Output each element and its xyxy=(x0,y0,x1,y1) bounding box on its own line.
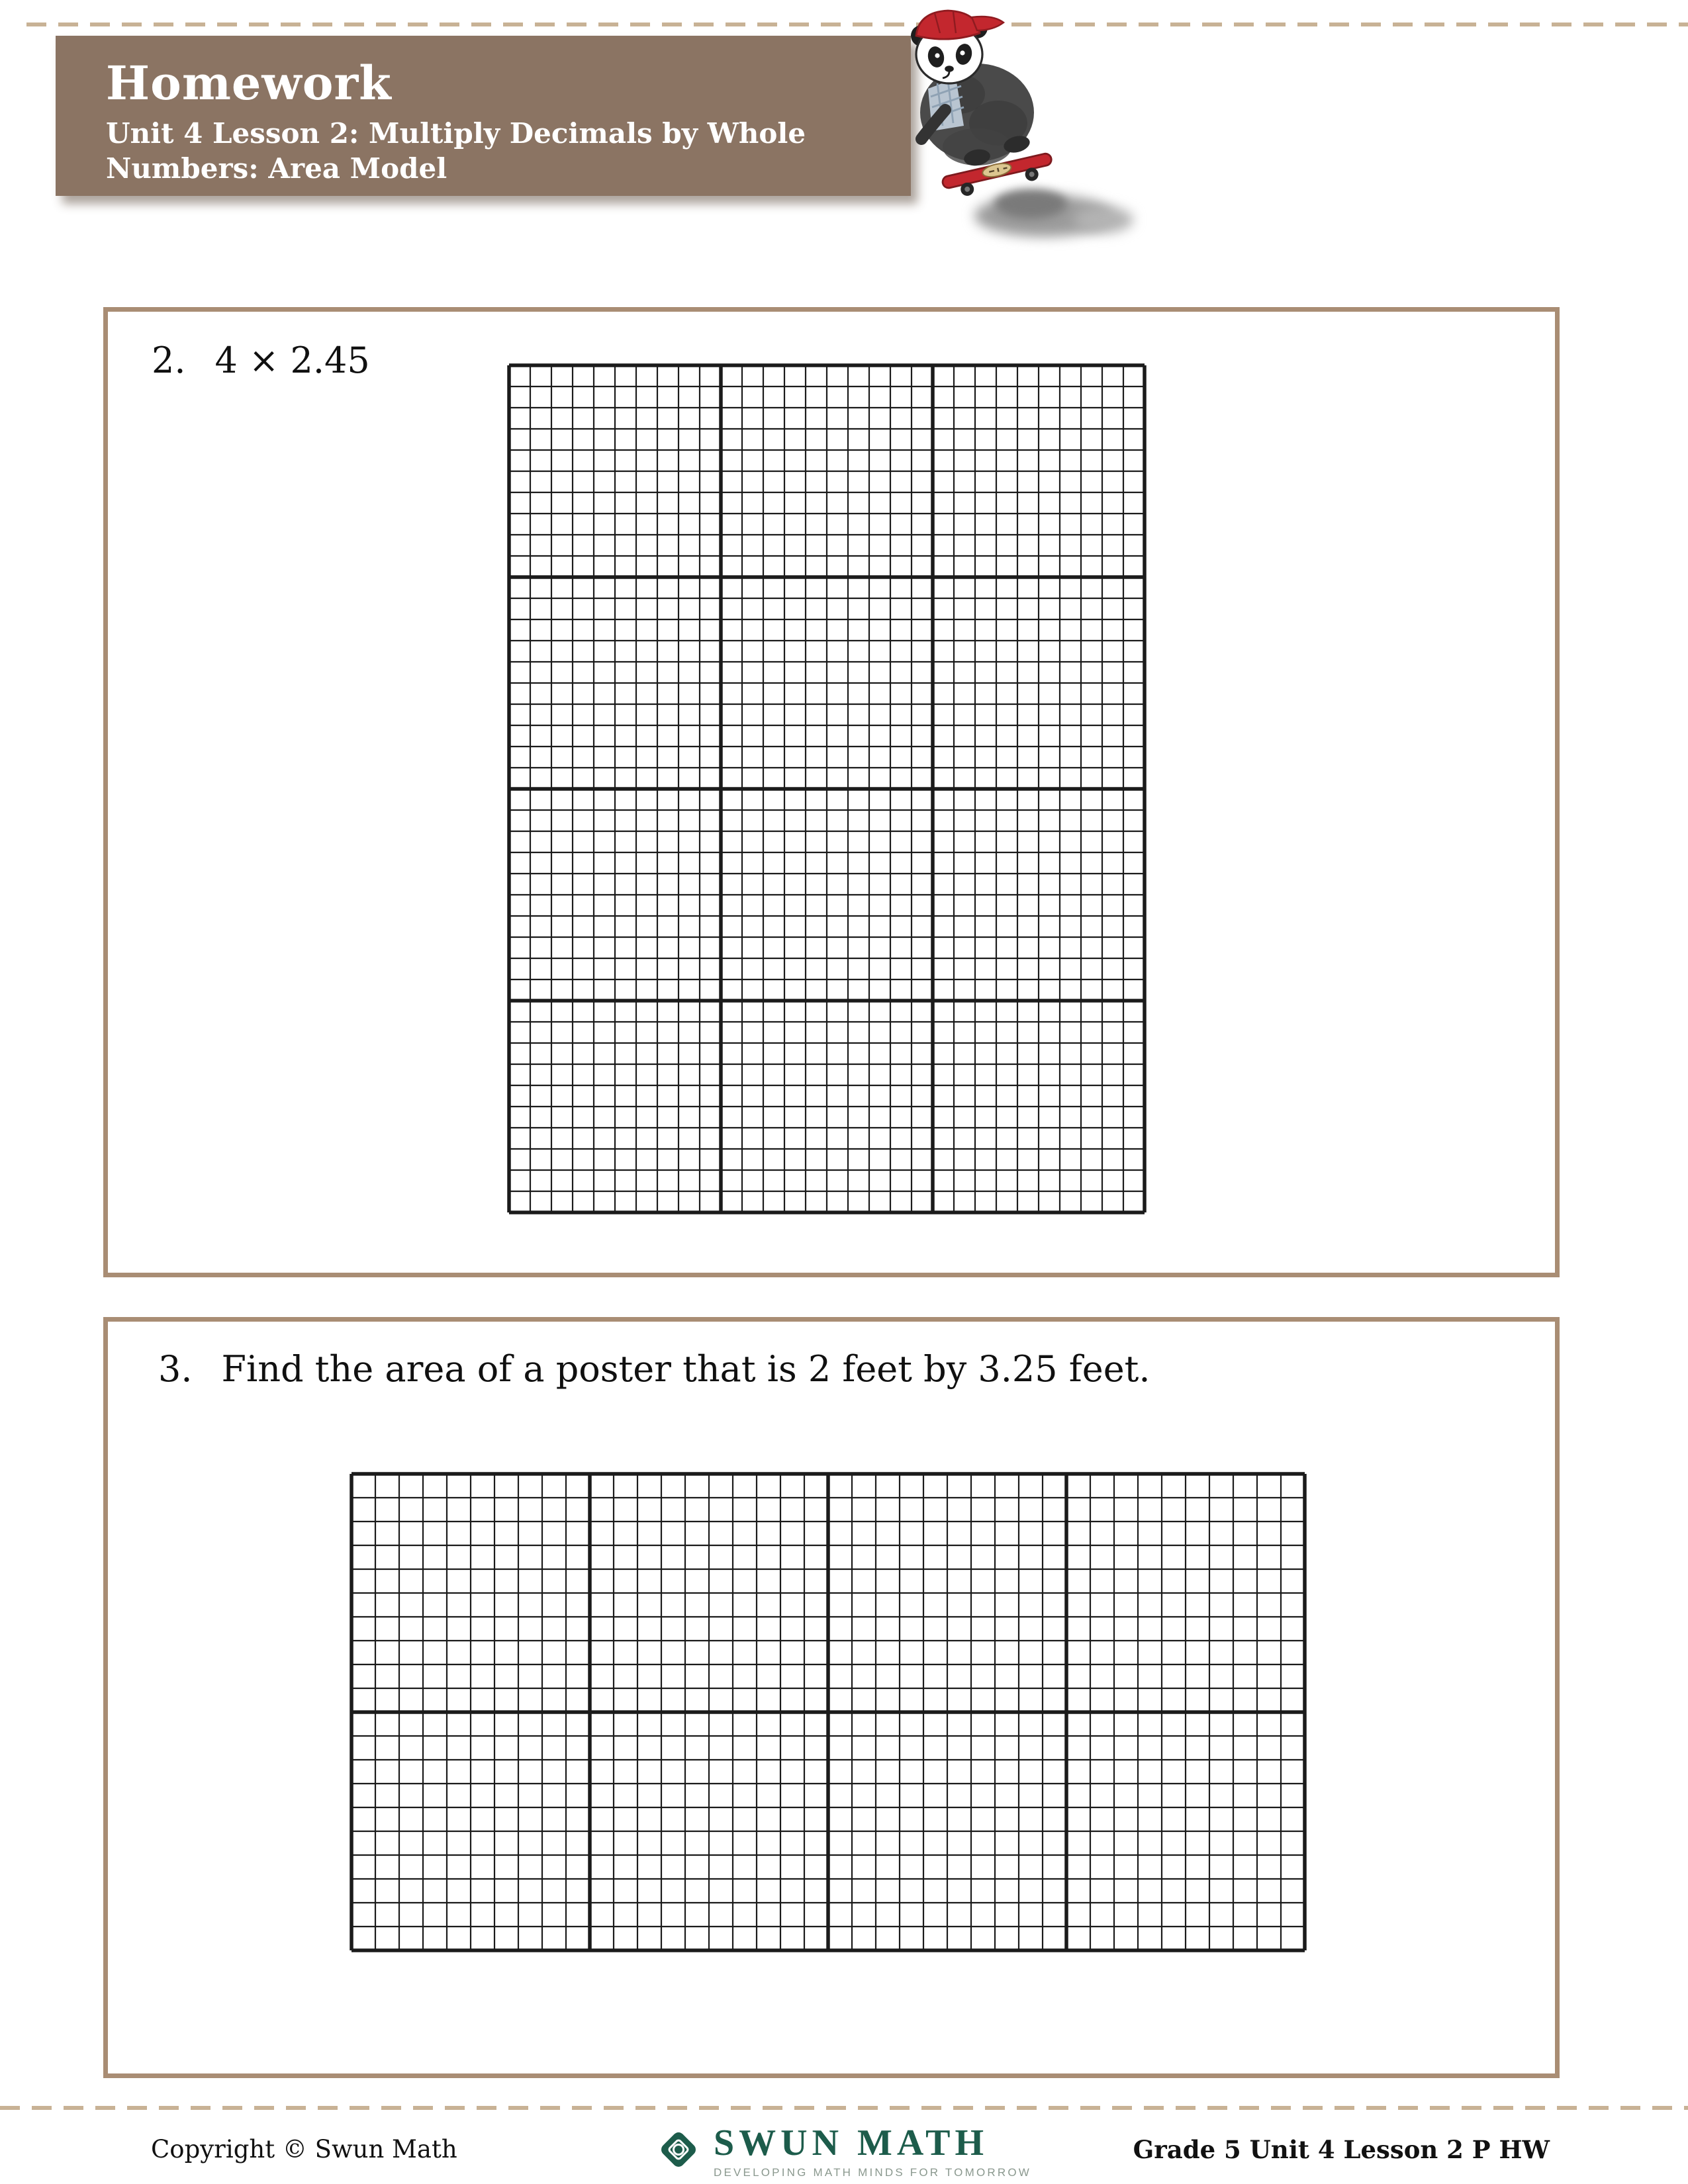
problem-2-box xyxy=(103,307,1560,1277)
logo-tagline: DEVELOPING MATH MINDS FOR TOMORROW xyxy=(714,2166,1031,2179)
problem-2-statement xyxy=(152,340,370,381)
page-footer xyxy=(0,2116,1688,2184)
logo-text-block xyxy=(714,2122,1031,2179)
problem-3-statement xyxy=(158,1348,1150,1390)
problem-3-text: Find the area of a poster that is 2 feet by 3.25 feet. xyxy=(221,1348,1150,1390)
problem-3-area-model-grid xyxy=(349,1471,1307,1953)
problem-3-number: 3. xyxy=(158,1348,193,1390)
swun-math-logo xyxy=(657,2122,1031,2179)
page-reference: Grade 5 Unit 4 Lesson 2 P HW xyxy=(1133,2135,1550,2164)
lesson-subtitle xyxy=(106,116,911,186)
problem-3-box xyxy=(103,1317,1560,2078)
copyright-text: Copyright © Swun Math xyxy=(151,2135,457,2163)
header-banner xyxy=(56,36,911,196)
bottom-dashed-divider xyxy=(0,2106,1688,2110)
page-title: Homework xyxy=(106,56,392,111)
lesson-subtitle-line1: Unit 4 Lesson 2: Multiply Decimals by Whole xyxy=(106,117,806,150)
panda-skateboard-mascot xyxy=(855,1,1074,203)
problem-2-area-model-grid xyxy=(506,363,1147,1215)
problem-2-number: 2. xyxy=(152,340,186,381)
logo-wordmark: SWUN MATH xyxy=(714,2122,989,2163)
lesson-subtitle-line2: Numbers: Area Model xyxy=(106,152,447,185)
swun-math-logo-icon xyxy=(657,2128,700,2174)
problem-2-expression: 4 × 2.45 xyxy=(214,340,370,381)
